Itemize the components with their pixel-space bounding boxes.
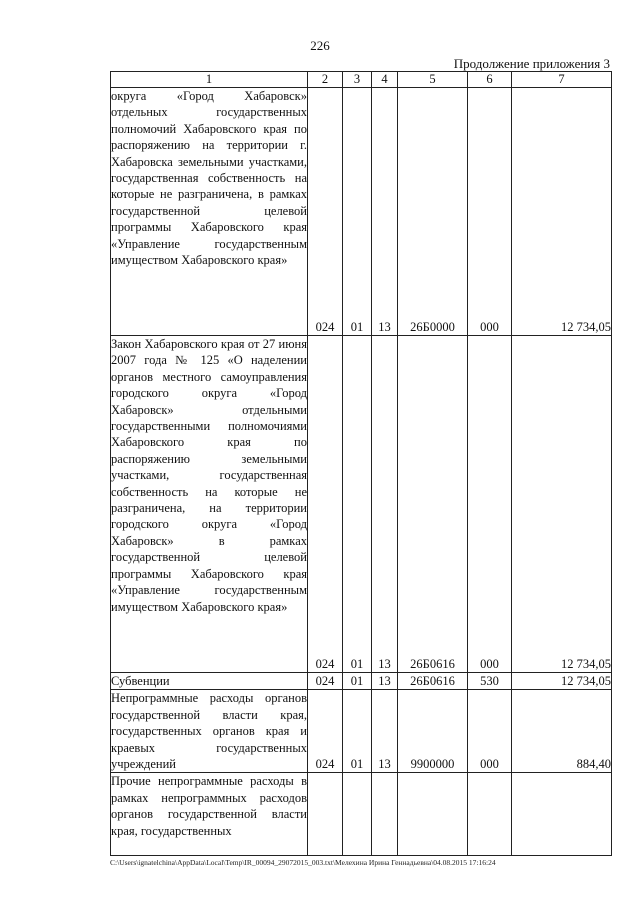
row-code-ministry: 024 <box>308 336 343 673</box>
row-code-target: 26Б0616 <box>398 673 468 690</box>
appendix-continuation-label: Продолжение приложения 3 <box>453 56 610 71</box>
row-code-subsection: 13 <box>372 336 398 673</box>
column-header-6: 6 <box>468 72 512 88</box>
row-code-ministry: 024 <box>308 690 343 773</box>
budget-table <box>110 71 612 856</box>
row-code-ministry <box>308 773 343 856</box>
page-number: 226 <box>310 38 330 53</box>
table-row <box>111 88 612 336</box>
row-name: Непрограммные расходы органов государственной власти края, государственных органов края и краевых государственных учреждений <box>111 691 307 772</box>
table-row <box>111 690 612 773</box>
column-header-5: 5 <box>398 72 468 88</box>
row-code-target: 26Б0616 <box>398 336 468 673</box>
row-code-ministry: 024 <box>308 88 343 336</box>
row-code-subsection: 13 <box>372 673 398 690</box>
column-header-1: 1 <box>111 72 308 88</box>
row-code-section: 01 <box>343 88 372 336</box>
row-code-subsection: 13 <box>372 690 398 773</box>
row-code-subsection: 13 <box>372 88 398 336</box>
row-code-section: 01 <box>343 673 372 690</box>
row-code-expense-type: 000 <box>468 88 512 336</box>
row-code-target: 26Б0000 <box>398 88 468 336</box>
table-row <box>111 773 612 856</box>
row-code-target: 9900000 <box>398 690 468 773</box>
row-amount: 12 734,05 <box>512 336 612 673</box>
column-header-3: 3 <box>343 72 372 88</box>
row-code-subsection <box>372 773 398 856</box>
table-header-row <box>111 72 612 88</box>
column-header-7: 7 <box>512 72 612 88</box>
row-code-target <box>398 773 468 856</box>
row-code-expense-type: 530 <box>468 673 512 690</box>
row-amount <box>512 773 612 856</box>
column-header-2: 2 <box>308 72 343 88</box>
table-row <box>111 336 612 673</box>
row-code-expense-type: 000 <box>468 690 512 773</box>
row-code-section: 01 <box>343 690 372 773</box>
row-name: Закон Хабаровского края от 27 июня 2007 года № 125 «О наделении органов местного самоуправления городского округа «Город Хабаровск» отдельными государственными полномочиями Хабаровского края по распоряжению земельными участками, государственная собственность на которые не разграничена, на территории городского округа «Город Хабаровск» в рамках государственной целевой программы Хабаровского края «Управление государственным имуществом Хабаровского края» <box>111 336 308 673</box>
row-code-expense-type <box>468 773 512 856</box>
row-amount: 12 734,05 <box>512 88 612 336</box>
row-code-section: 01 <box>343 336 372 673</box>
column-header-4: 4 <box>372 72 398 88</box>
row-name: Прочие непрограммные расходы в рамках непрограммных расходов органов государственной власти края, государственных <box>111 773 308 856</box>
row-name: Субвенции <box>111 673 308 690</box>
row-code-expense-type: 000 <box>468 336 512 673</box>
row-code-section <box>343 773 372 856</box>
row-code-ministry: 024 <box>308 673 343 690</box>
row-amount: 12 734,05 <box>512 673 612 690</box>
row-name: округа «Город Хабаровск» отдельных государственных полномочий Хабаровского края по распоряжению на территории г. Хабаровска земельными участками, государственная собственность на которые не разграничена, в рамках государственной целевой программы Хабаровского края «Управление государственным имуществом Хабаровского края» <box>111 88 308 336</box>
table-row <box>111 673 612 690</box>
file-path-footer: C:\Users\ignatelchina\AppData\Local\Temp\IR_00094_29072015_003.txt\Мелехина Ирина Геннадьевна\04.08.2015 17:16:24 <box>110 858 496 867</box>
row-amount: 884,40 <box>512 690 612 773</box>
